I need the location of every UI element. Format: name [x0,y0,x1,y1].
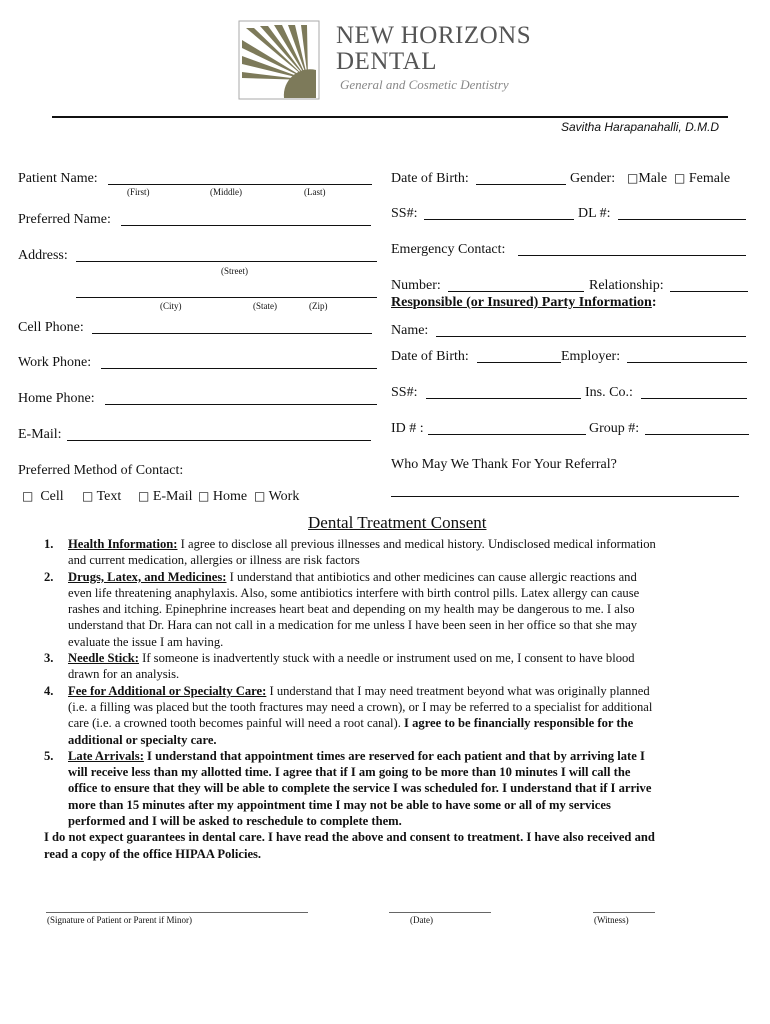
checkbox-icon[interactable]: □ [254,489,266,503]
patient-name-field[interactable] [108,184,372,185]
emergency-contact-field[interactable] [518,255,746,256]
consent-item: 1. Health Information: I agree to disclose all previous illnesses and medical history. Undisclosed medical information and current medication, allergies or illness are risk factors [44,537,656,568]
zip-hint: (Zip) [309,301,328,311]
contact-option-text[interactable]: □ Text [82,489,122,504]
checkbox-icon[interactable]: □ [82,489,94,503]
patient-signature-field[interactable] [46,912,308,913]
checkbox-icon[interactable]: □ [22,489,34,503]
patient-signature-hint: (Signature of Patient or Parent if Minor) [47,915,192,925]
employer-field[interactable] [627,362,747,363]
brand-line-1: NEW HORIZONS [336,22,532,49]
ss-label: SS#: [391,206,418,221]
contact-option-work[interactable]: □ Work [254,489,300,504]
address-city-field[interactable] [76,297,377,298]
ins-co-label: Ins. Co.: [585,385,633,400]
referral-label: Who May We Thank For Your Referral? [391,457,617,472]
resp-name-label: Name: [391,323,429,338]
dl-field[interactable] [618,219,746,220]
checkbox-icon[interactable]: □ [198,489,210,503]
relationship-field[interactable] [670,291,748,292]
cell-phone-label: Cell Phone: [18,320,84,335]
resp-ss-label: SS#: [391,385,418,400]
address-street-field[interactable] [76,261,377,262]
referral-field[interactable] [391,496,739,497]
employer-label: Employer: [561,349,621,364]
consent-item: 4. Fee for Additional or Specialty Care: I understand that I may need treatment beyond what was originally planned (i.e. a filling was placed but the tooth fractures may need a crown), or I may be referred to a specialist for additional care (i.e. a crowned tooth becomes painful will need a root canal). I agree to be financially responsible for the additional or specialty care. [44,683,653,747]
witness-signature-hint: (Witness) [594,915,629,925]
consent-closing: I do not expect guarantees in dental care. I have read the above and consent to treatment. I have also received and read a copy of the office HIPAA Policies. [44,830,655,861]
contact-method-label: Preferred Method of Contact: [18,463,184,478]
header-rule [52,116,728,118]
relationship-label: Relationship: [589,278,664,293]
logo [238,20,538,100]
email-label: E-Mail: [18,427,62,442]
gender-label: Gender: [570,171,616,186]
patient-name-label: Patient Name: [18,171,98,186]
id-label: ID # : [391,421,424,436]
consent-item: 3. Needle Stick: If someone is inadvertently stuck with a needle or instrument used on me, I consent to have blood drawn for an analysis. [44,651,635,682]
checkbox-icon[interactable]: □ [627,171,639,185]
witness-signature-field[interactable] [593,912,655,913]
dob-field[interactable] [476,184,566,185]
emergency-contact-label: Emergency Contact: [391,242,506,257]
cell-phone-field[interactable] [92,333,372,334]
city-hint: (City) [160,301,182,311]
last-hint: (Last) [304,187,326,197]
contact-option-email[interactable]: □ E-Mail [138,489,193,504]
first-hint: (First) [127,187,150,197]
date-signature-field[interactable] [389,912,491,913]
consent-item: 2. Drugs, Latex, and Medicines: I understand that antibiotics and other medicines can cause allergic reactions and even life threatening anaphylaxis. Also, some antibiotics interfere with birth control pills. Latex allergy can cause rashes and itching. Epinephrine increases heart beat and depending on my health may be dangerous to me. I also understand that Dr. Hara can not call in a medication for me unless I have been seen in her office so that she may evaluate the issue I am having. [44,569,640,649]
resp-ss-field[interactable] [426,398,581,399]
email-field[interactable] [67,440,371,441]
resp-dob-field[interactable] [477,362,561,363]
work-phone-label: Work Phone: [18,355,92,370]
consent-item: 5. Late Arrivals: I understand that appointment times are reserved for each patient and that by arriving late I will receive less than my allotted time. I agree that if I am going to be more than 10 minutes I will call the office to ensure that they will be able to complete the service I was scheduled for. I understand that if I arrive more than 15 minutes after my appointment time I may not be able to have some or all of my services performed and I will be asked to reschedule to complete them. [44,748,652,829]
consent-title: Dental Treatment Consent [308,513,487,532]
number-label: Number: [391,278,441,293]
middle-hint: (Middle) [210,187,242,197]
responsible-party-heading: Responsible (or Insured) Party Information: [391,295,657,310]
resp-dob-label: Date of Birth: [391,349,469,364]
preferred-name-field[interactable] [121,225,371,226]
brand-line-2: DENTAL [336,48,437,75]
checkbox-icon[interactable]: □ [674,171,686,185]
work-phone-field[interactable] [101,368,377,369]
ins-co-field[interactable] [641,398,747,399]
state-hint: (State) [253,301,277,311]
resp-name-field[interactable] [436,336,746,337]
date-signature-hint: (Date) [410,915,433,925]
address-label: Address: [18,248,68,263]
sunrise-logo-icon [238,20,320,100]
brand-tagline: General and Cosmetic Dentistry [340,77,509,92]
number-field[interactable] [448,291,584,292]
contact-option-home[interactable]: □ Home [198,489,248,504]
gender-female-option[interactable]: □ Female [674,171,731,186]
consent-list [44,536,656,862]
street-hint: (Street) [221,266,248,276]
dl-label: DL #: [578,206,611,221]
group-field[interactable] [645,434,749,435]
home-phone-field[interactable] [105,404,377,405]
id-field[interactable] [428,434,586,435]
doctor-name: Savitha Harapanahalli, D.M.D [561,120,720,134]
contact-option-cell[interactable]: □ Cell [22,489,64,504]
checkbox-icon[interactable]: □ [138,489,150,503]
dob-label: Date of Birth: [391,171,469,186]
preferred-name-label: Preferred Name: [18,212,111,227]
group-label: Group #: [589,421,640,436]
ss-field[interactable] [424,219,574,220]
gender-male-option[interactable]: □Male [627,171,668,186]
home-phone-label: Home Phone: [18,391,95,406]
